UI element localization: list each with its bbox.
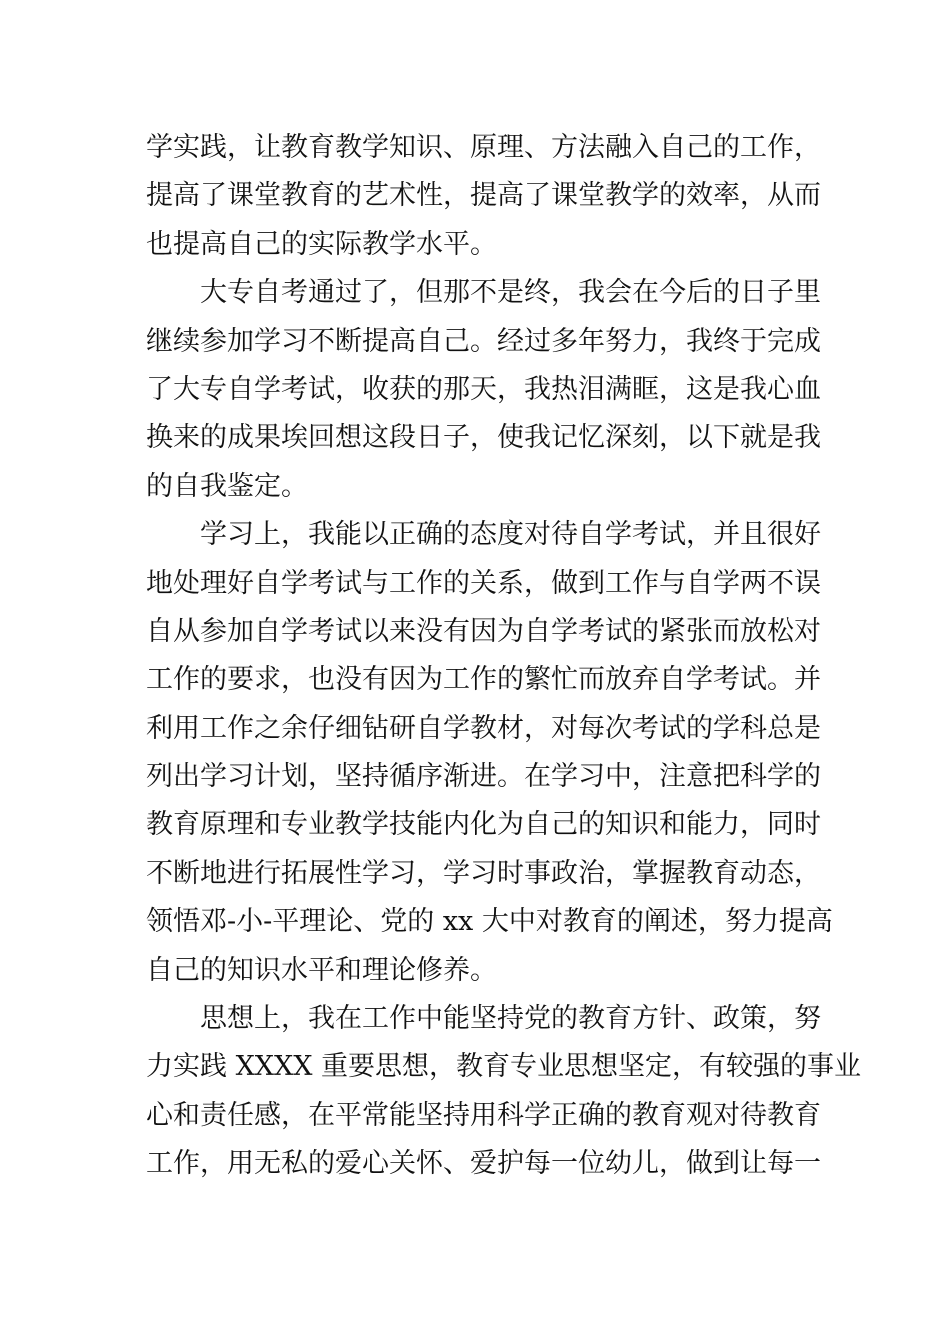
text-line: 学实践，让教育教学知识、原理、方法融入自己的工作， bbox=[146, 132, 821, 163]
document-body bbox=[146, 124, 862, 1189]
paragraph-first-line: 思想上，我在工作中能坚持党的教育方针、政策，努 bbox=[200, 1003, 821, 1035]
text-line: 工作，用无私的爱心关怀、爱护每一位幼儿，做到让每一 bbox=[146, 1148, 821, 1180]
text-line: 继续参加学习不断提高自己。经过多年努力，我终于完成 bbox=[146, 325, 821, 357]
text-line: 自己的知识水平和理论修养。 bbox=[146, 954, 497, 986]
text-line: 不断地进行拓展性学习，学习时事政治，掌握教育动态， bbox=[146, 857, 821, 889]
text-line: 利用工作之余仔细钻研自学教材，对每次考试的学科总是 bbox=[146, 712, 821, 744]
text-line: 力实践 XXXX 重要思想，教育专业思想坚定，有较强的事业 bbox=[146, 1051, 862, 1083]
text-line: 教育原理和专业教学技能内化为自己的知识和能力，同时 bbox=[146, 809, 821, 841]
text-line: 地处理好自学考试与工作的关系，做到工作与自学两不误 bbox=[146, 567, 821, 599]
text-line: 也提高自己的实际教学水平。 bbox=[146, 228, 497, 260]
text-line: 心和责任感，在平常能坚持用科学正确的教育观对待教育 bbox=[146, 1099, 821, 1131]
text-line: 提高了课堂教育的艺术性，提高了课堂教学的效率，从而 bbox=[146, 180, 821, 212]
text-line: 的自我鉴定。 bbox=[146, 470, 308, 502]
text-line: 自从参加自学考试以来没有因为自学考试的紧张而放松对 bbox=[146, 615, 821, 647]
text-line: 了大专自学考试，收获的那天，我热泪满眶，这是我心血 bbox=[146, 373, 821, 405]
text-line: 换来的成果埃回想这段日子，使我记忆深刻，以下就是我 bbox=[146, 422, 821, 454]
paragraph-first-line: 学习上，我能以正确的态度对待自学考试，并且很好 bbox=[200, 519, 821, 551]
text-line: 列出学习计划，坚持循序渐进。在学习中，注意把科学的 bbox=[146, 761, 821, 793]
text-line: 领悟邓-小-平理论、党的 xx 大中对教育的阐述，努力提高 bbox=[146, 906, 833, 938]
paragraph-first-line: 大专自考通过了，但那不是终，我会在今后的日子里 bbox=[200, 277, 821, 309]
text-line: 工作的要求，也没有因为工作的繁忙而放弃自学考试。并 bbox=[146, 664, 821, 696]
